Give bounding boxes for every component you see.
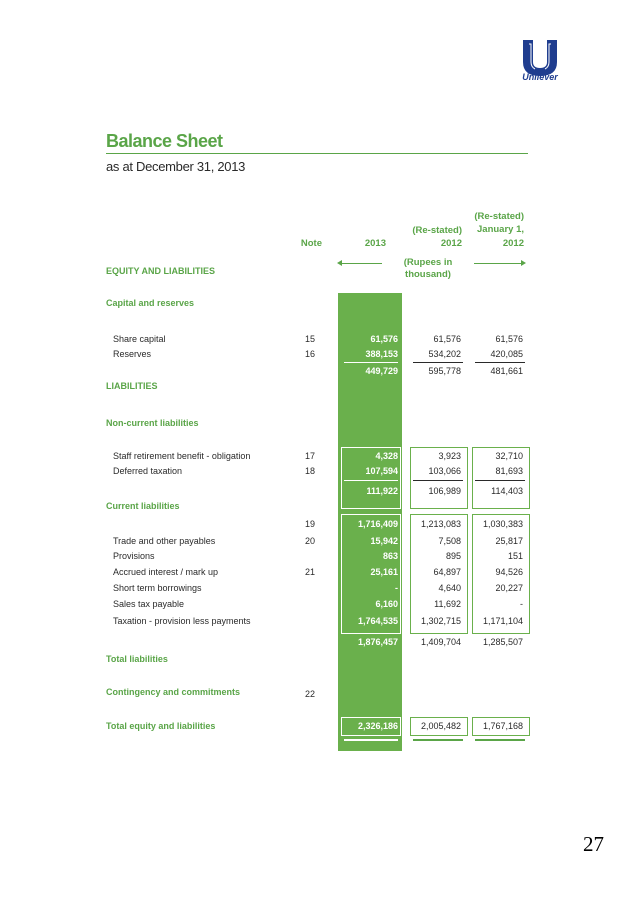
row-label: Share capital [113,334,166,344]
section-liabilities: LIABILITIES [106,381,158,391]
page-number: 27 [583,832,604,856]
subtotal-rule [475,480,525,481]
value-2013: 107,594 [365,466,398,476]
value-2012-subtotal: 106,989 [428,486,461,496]
arrow-left-icon [337,260,342,266]
row-note: 20 [304,536,315,546]
value-2013: 4,328 [375,451,398,461]
value-2011: 61,576 [495,334,523,344]
section-total-equity: Total equity and liabilities [106,721,216,731]
value-2013: 15,942 [370,536,398,546]
value-2011: 1,171,104 [482,616,523,626]
col-2011-mid: January 1, [477,224,524,235]
value-2013: 6,160 [375,599,398,609]
col-2013-header: 2013 [364,238,386,249]
double-rule [344,739,398,741]
value-2011: 25,817 [495,536,523,546]
row-label: Trade and other payables [113,536,216,546]
value-2013: 25,161 [370,567,398,577]
row-label: Short term borrowings [113,583,202,593]
col-note-header: Note [300,238,322,249]
row-label: Deferred taxation [113,466,183,476]
subtotal-rule [475,362,525,363]
value-2012-total-liabilities: 1,409,704 [420,637,461,647]
value-2013: 1,764,535 [357,616,398,626]
page-title: Balance Sheet [106,131,223,151]
row-note: 17 [304,451,315,461]
col-2011-header: 2012 [502,238,524,249]
value-2013: 61,576 [370,334,398,344]
row-note: 15 [304,334,315,344]
row-note: 16 [304,349,315,359]
double-rule [475,739,525,741]
value-2011: 94,526 [495,567,523,577]
value-2013: 1,716,409 [357,519,398,529]
row-label: Staff retirement benefit - obligation [113,451,251,461]
row-label: Provisions [113,551,155,561]
section-total-liabilities: Total liabilities [106,654,168,664]
value-2012: 3,923 [438,451,461,461]
row-label: Sales tax payable [113,599,185,609]
subtotal-rule [344,480,398,481]
section-contingency: Contingency and commitments [106,687,241,697]
value-2012: 895 [445,551,461,561]
value-2012: 103,066 [428,466,461,476]
subtotal-rule [344,362,398,363]
row-label: Accrued interest / mark up [113,567,219,577]
value-2013: 388,153 [365,349,398,359]
value-2011: 1,030,383 [482,519,523,529]
value-2013: 863 [382,551,398,561]
value-2012: 4,640 [438,583,461,593]
value-2012-subtotal: 595,778 [428,366,461,376]
value-2013-subtotal: 449,729 [365,366,398,376]
col-2012-restated: (Re-stated) [412,225,462,236]
row-note: 22 [304,689,315,699]
row-label: Reserves [113,349,152,359]
row-note: 18 [304,466,315,476]
value-2011-subtotal: 481,661 [490,366,523,376]
value-2013-subtotal: 111,922 [366,486,398,496]
value-2011: 20,227 [495,583,523,593]
section-capital: Capital and reserves [106,298,195,308]
double-rule [413,739,463,741]
col-2012-header: 2012 [440,238,462,249]
value-2012: 11,692 [434,599,461,609]
value-2013-total: 2,326,186 [357,721,398,731]
section-noncurrent: Non-current liabilities [106,418,199,428]
value-2012: 64,897 [433,567,461,577]
value-2011-total-liabilities: 1,285,507 [482,637,523,647]
logo-text: Unilever [522,72,558,82]
value-2012: 61,576 [433,334,461,344]
value-2011-total: 1,767,168 [482,721,523,731]
arrow-right-icon [521,260,526,266]
title-rule [106,153,528,154]
row-label: Taxation - provision less payments [113,616,251,626]
section-equity-liabilities: EQUITY AND LIABILITIES [106,266,216,276]
value-2013: - [395,583,398,593]
col-2011-restated: (Re-stated) [474,211,524,222]
value-2012: 1,302,715 [420,616,461,626]
value-2011: 151 [507,551,523,561]
value-2012: 7,508 [438,536,461,546]
section-current: Current liabilities [106,501,180,511]
units-arrow-left [340,263,382,264]
value-2013-total-liabilities: 1,876,457 [357,637,398,647]
page-subtitle: as at December 31, 2013 [106,159,246,174]
subtotal-rule [413,362,463,363]
value-2011: 420,085 [490,349,523,359]
value-2011-subtotal: 114,403 [491,486,523,496]
units-label: (Rupees in thousand) [403,257,453,280]
value-2011: - [520,599,523,609]
value-2012: 1,213,083 [420,519,461,529]
subtotal-rule [413,480,463,481]
value-2011: 81,693 [495,466,523,476]
row-note: 19 [304,519,315,529]
row-note: 21 [304,567,315,577]
value-2011: 32,710 [495,451,523,461]
units-arrow-right [474,263,522,264]
value-2012-total: 2,005,482 [420,721,461,731]
value-2012: 534,202 [428,349,461,359]
